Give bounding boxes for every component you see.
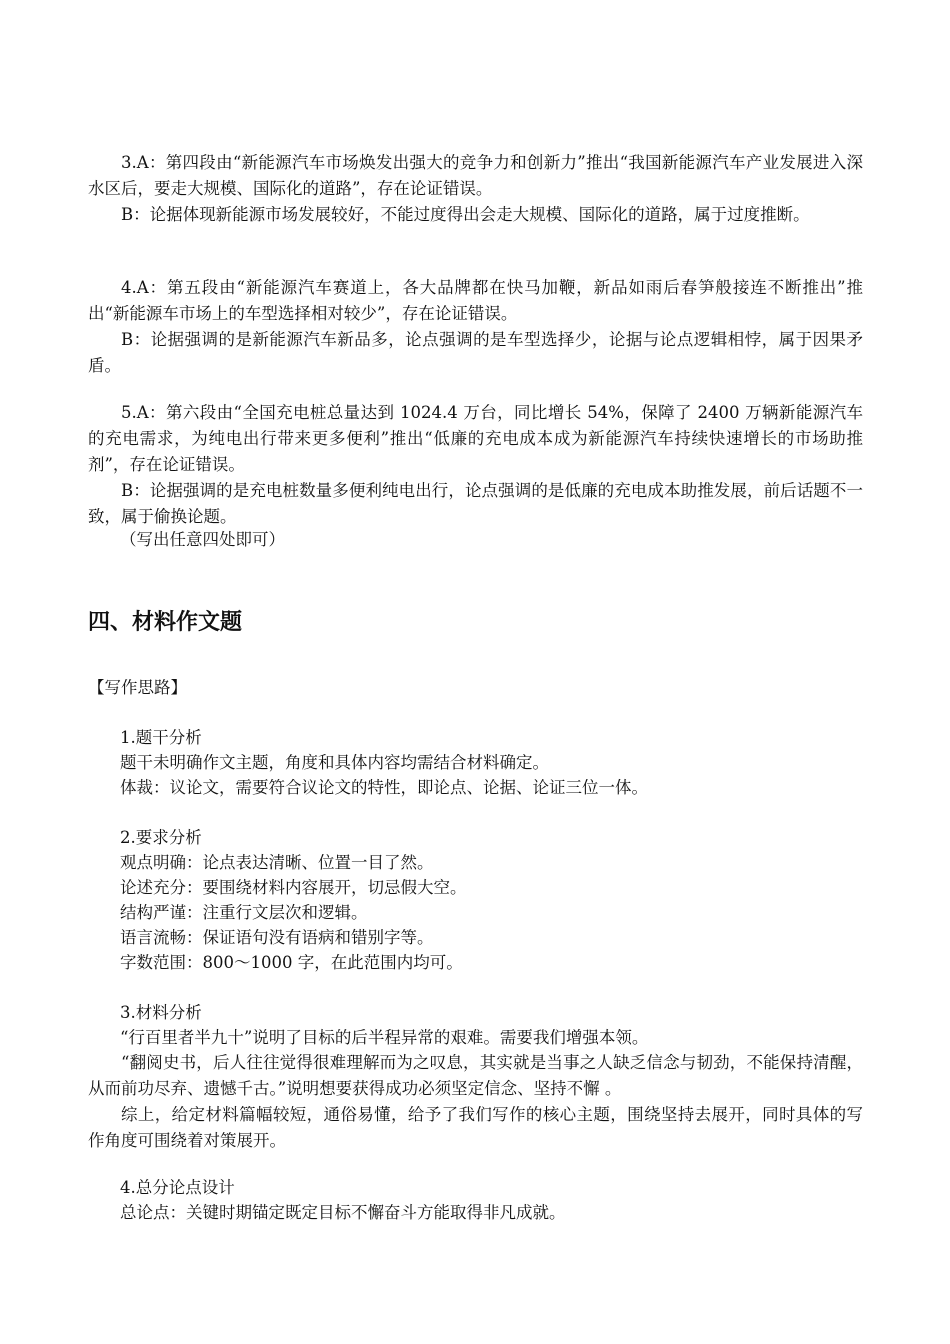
part2-line1: 观点明确：论点表达清晰、位置一目了然。 bbox=[120, 853, 434, 872]
answer-5a: 5.A：第六段由“全国充电桩总量达到 1024.4 万台，同比增长 54%，保障了 2400 万辆新能源汽车的充电需求，为纯电出行带来更多便利”推出“低廉的充电成本成为新能源汽车持续快速增长的市场助推剂”，存在论证错误。 bbox=[88, 403, 863, 474]
part2-line3: 结构严谨：注重行文层次和逻辑。 bbox=[120, 903, 368, 922]
part2-line2: 论述充分：要围绕材料内容展开，切忌假大空。 bbox=[120, 878, 467, 897]
part3-line3: 综上，给定材料篇幅较短，通俗易懂，给予了我们写作的核心主题，围绕坚持去展开，同时具体的写作角度可围绕着对策展开。 bbox=[88, 1105, 863, 1150]
answer-3b: B：论据体现新能源市场发展较好，不能过度得出会走大规模、国际化的道路，属于过度推断。 bbox=[121, 205, 810, 224]
part2-line4: 语言流畅：保证语句没有语病和错别字等。 bbox=[120, 928, 434, 947]
part3-line1: “行百里者半九十”说明了目标的后半程异常的艰难。需要我们增强本领。 bbox=[120, 1028, 649, 1047]
part4-line1: 总论点：关键时期锚定既定目标不懈奋斗方能取得非凡成就。 bbox=[120, 1203, 566, 1222]
answer-note: （写出任意四处即可） bbox=[120, 530, 285, 549]
part1-line2: 体裁：议论文，需要符合议论文的特性，即论点、论据、论证三位一体。 bbox=[120, 778, 648, 797]
part2-title: 2.要求分析 bbox=[120, 828, 202, 847]
part4-title: 4.总分论点设计 bbox=[120, 1178, 235, 1197]
answer-5b: B：论据强调的是充电桩数量多便利纯电出行，论点强调的是低廉的充电成本助推发展，前后话题不一致，属于偷换论题。 bbox=[88, 481, 863, 526]
part2-line5: 字数范围：800～1000 字，在此范围内均可。 bbox=[120, 953, 463, 972]
answer-3a: 3.A：第四段由“新能源汽车市场焕发出强大的竞争力和创新力”推出“我国新能源汽车产业发展进入深水区后，要走大规模、国际化的道路”，存在论证错误。 bbox=[88, 153, 863, 198]
section-heading: 四、材料作文题 bbox=[88, 610, 243, 635]
part1-title: 1.题干分析 bbox=[120, 728, 202, 747]
part3-line2: “翻阅史书，后人往往觉得很难理解而为之叹息，其实就是当事之人缺乏信念与韧劲，不能保持清醒，从而前功尽弃、遗憾千古。”说明想要获得成功必须坚定信念、坚持不懈 。 bbox=[88, 1053, 863, 1098]
writing-idea-tag: 【写作思路】 bbox=[88, 678, 187, 697]
part3-title: 3.材料分析 bbox=[120, 1003, 202, 1022]
answer-4b: B：论据强调的是新能源汽车新品多，论点强调的是车型选择少，论据与论点逻辑相悖，属于因果矛盾。 bbox=[88, 330, 863, 375]
answer-4a: 4.A：第五段由“新能源汽车赛道上，各大品牌都在快马加鞭，新品如雨后春笋般接连不断推出”推出“新能源车市场上的车型选择相对较少”，存在论证错误。 bbox=[88, 278, 863, 323]
part1-line1: 题干未明确作文主题，角度和具体内容均需结合材料确定。 bbox=[120, 753, 549, 772]
